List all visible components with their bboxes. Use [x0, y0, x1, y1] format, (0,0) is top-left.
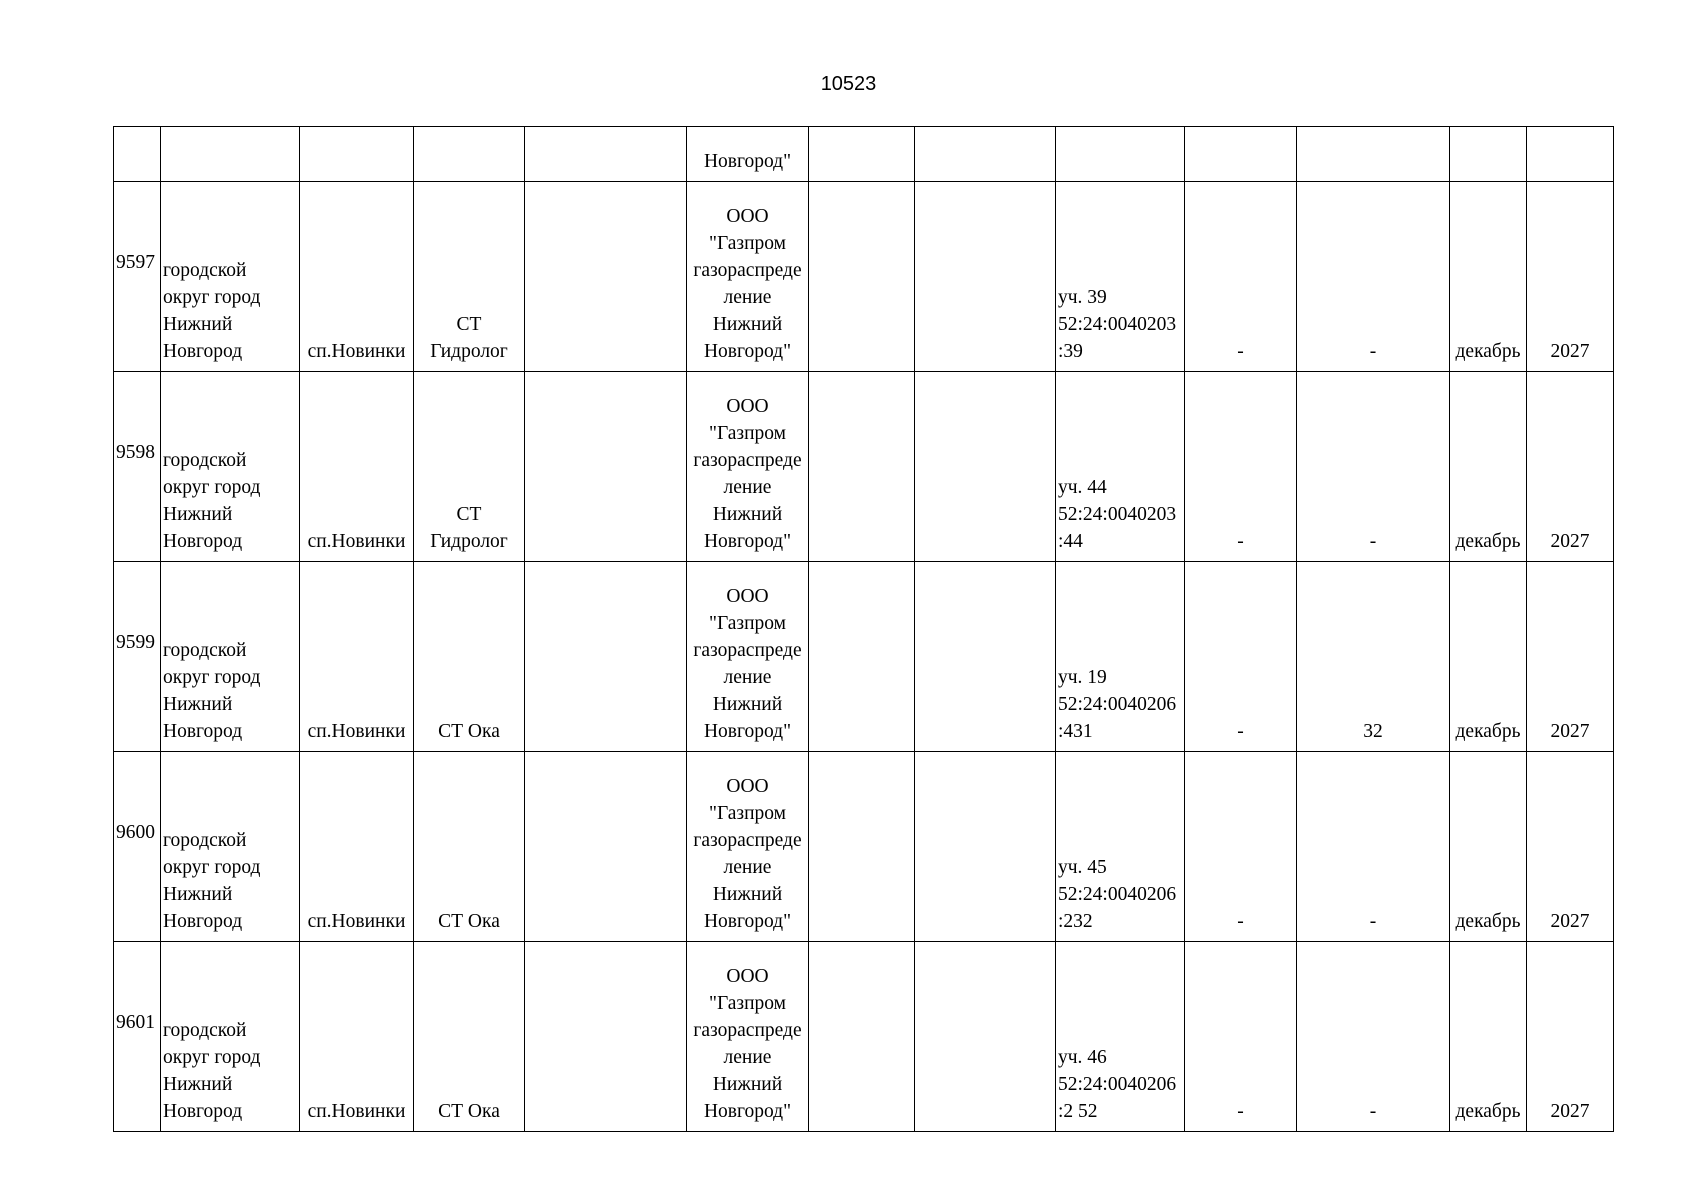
cell-row-number: [114, 942, 161, 1132]
cell-organization-continued: Новгород": [687, 127, 809, 182]
cell-place-line: СТ: [456, 314, 482, 335]
cell-parcel-line: уч. 39: [1058, 287, 1107, 308]
cell-empty: [525, 182, 687, 372]
cell-parcel-line: 52:24:0040206: [1058, 1074, 1177, 1095]
cell-settlement: сп.Новинки: [300, 752, 414, 942]
cell-place: [414, 752, 525, 942]
cell-district-line: городской: [163, 640, 247, 661]
cell-place-line: Гидролог: [430, 341, 508, 362]
cell-empty: [915, 752, 1056, 942]
table-row: [114, 562, 1614, 752]
cell-month: декабрь: [1450, 752, 1527, 942]
cell-empty: [114, 127, 161, 182]
cell-organization-line: Новгород": [703, 1101, 792, 1122]
cell-district-line: Новгород: [163, 1101, 243, 1122]
cell-district-line: Нижний: [163, 694, 233, 715]
cell-settlement: сп.Новинки: [300, 182, 414, 372]
cell-empty: [1527, 127, 1614, 182]
cell-parcel-line: :232: [1058, 911, 1093, 932]
cell-organization-line: "Газпром: [708, 613, 786, 634]
cell-district-line: городской: [163, 260, 247, 281]
cell-parcel-line: 52:24:0040203: [1058, 314, 1177, 335]
cell-empty: [1056, 127, 1185, 182]
cell-col10: 32: [1297, 562, 1450, 752]
cell-empty: [915, 942, 1056, 1132]
cell-district: [161, 752, 300, 942]
cell-organization-line: ление: [723, 287, 772, 308]
cell-organization-line: ление: [723, 857, 772, 878]
cell-district-line: Новгород: [163, 531, 243, 552]
cell-parcel-line: :39: [1058, 341, 1083, 362]
cell-district-line: Новгород: [163, 911, 243, 932]
cell-parcel: [1056, 562, 1185, 752]
cell-empty: [809, 182, 915, 372]
cell-empty: [915, 372, 1056, 562]
cell-parcel-line: 52:24:0040206: [1058, 694, 1177, 715]
cell-empty: [809, 562, 915, 752]
cell-organization-line: Новгород": [703, 341, 792, 362]
cell-organization-line: "Газпром: [708, 993, 786, 1014]
cell-parcel: [1056, 372, 1185, 562]
cell-place-line: СТ Ока: [438, 911, 500, 932]
cell-district-line: округ город: [163, 667, 261, 688]
cell-place-line: СТ Ока: [438, 1101, 500, 1122]
gas-connection-table: [113, 126, 1614, 1132]
cell-district-line: Нижний: [163, 504, 233, 525]
cell-empty: [525, 942, 687, 1132]
table-row: [114, 752, 1614, 942]
cell-empty: [525, 127, 687, 182]
cell-parcel-line: :2 52: [1058, 1101, 1098, 1122]
cell-district: [161, 562, 300, 752]
cell-place: [414, 942, 525, 1132]
cell-organization-line: "Газпром: [708, 233, 786, 254]
cell-col9: -: [1185, 372, 1297, 562]
cell-col10: -: [1297, 372, 1450, 562]
cell-organization-line: Нижний: [712, 884, 783, 905]
cell-row-number: [114, 372, 161, 562]
cell-parcel-line: уч. 44: [1058, 477, 1107, 498]
cell-empty: [915, 562, 1056, 752]
continuation-row: [114, 127, 1614, 182]
cell-organization-line: ООО: [726, 966, 769, 987]
cell-row-number: [114, 752, 161, 942]
cell-organization-line: Нижний: [712, 1074, 783, 1095]
cell-empty: [525, 562, 687, 752]
cell-empty: [1297, 127, 1450, 182]
cell-month: декабрь: [1450, 942, 1527, 1132]
cell-col9: -: [1185, 182, 1297, 372]
cell-organization-line: ООО: [726, 586, 769, 607]
cell-year: 2027: [1527, 942, 1614, 1132]
cell-empty: [1185, 127, 1297, 182]
cell-year: 2027: [1527, 182, 1614, 372]
cell-organization: [687, 752, 809, 942]
cell-organization-line: ление: [723, 477, 772, 498]
cell-organization-line: "Газпром: [708, 803, 786, 824]
cell-row-number: [114, 182, 161, 372]
cell-place-line: СТ Ока: [438, 721, 500, 742]
cell-col10: -: [1297, 182, 1450, 372]
row-number: 9597: [116, 252, 155, 273]
cell-organization: [687, 372, 809, 562]
cell-district-line: Нижний: [163, 314, 233, 335]
cell-parcel-line: уч. 19: [1058, 667, 1107, 688]
cell-parcel-line: :431: [1058, 721, 1093, 742]
cell-organization-line: ление: [723, 667, 772, 688]
cell-district-line: округ город: [163, 477, 261, 498]
cell-row-number: [114, 562, 161, 752]
cell-col9: -: [1185, 752, 1297, 942]
cell-empty: [915, 127, 1056, 182]
cell-parcel-line: 52:24:0040203: [1058, 504, 1177, 525]
cell-organization-line: газораспреде: [693, 1020, 802, 1041]
cell-organization-line: газораспреде: [693, 260, 802, 281]
cell-empty: [161, 127, 300, 182]
cell-district: [161, 182, 300, 372]
cell-organization-line: Новгород": [703, 721, 792, 742]
cell-organization-line: газораспреде: [693, 640, 802, 661]
cell-district-line: округ город: [163, 287, 261, 308]
cell-place: [414, 372, 525, 562]
cell-organization-line: Новгород": [703, 531, 792, 552]
cell-district-line: городской: [163, 1020, 247, 1041]
cell-empty: [414, 127, 525, 182]
cell-parcel-line: уч. 46: [1058, 1047, 1107, 1068]
cell-organization: [687, 182, 809, 372]
cell-district-line: Новгород: [163, 341, 243, 362]
cell-place-line: СТ: [456, 504, 482, 525]
cell-parcel: [1056, 752, 1185, 942]
cell-place: [414, 182, 525, 372]
cell-organization-line: "Газпром: [708, 423, 786, 444]
cell-district: [161, 942, 300, 1132]
cell-organization: [687, 562, 809, 752]
page-number: 10523: [820, 73, 877, 95]
cell-district-line: городской: [163, 830, 247, 851]
cell-organization-line: ООО: [726, 396, 769, 417]
cell-settlement: сп.Новинки: [300, 942, 414, 1132]
cell-col9: -: [1185, 942, 1297, 1132]
cell-year: 2027: [1527, 372, 1614, 562]
cell-organization-line: ООО: [726, 776, 769, 797]
cell-district-line: Нижний: [163, 1074, 233, 1095]
row-number: 9600: [116, 822, 155, 843]
cell-settlement: сп.Новинки: [300, 562, 414, 752]
cell-district-line: Новгород: [163, 721, 243, 742]
cell-district-line: Нижний: [163, 884, 233, 905]
cell-month: декабрь: [1450, 562, 1527, 752]
cell-organization: [687, 942, 809, 1132]
cell-empty: [915, 182, 1056, 372]
table-body: [114, 127, 1614, 1132]
cell-organization-line: Нижний: [712, 504, 783, 525]
table-row: [114, 182, 1614, 372]
cell-empty: [525, 752, 687, 942]
cell-parcel-line: :44: [1058, 531, 1083, 552]
cell-empty: [809, 752, 915, 942]
cell-month: декабрь: [1450, 372, 1527, 562]
cell-district-line: округ город: [163, 857, 261, 878]
table-row: [114, 372, 1614, 562]
cell-organization-line: газораспреде: [693, 450, 802, 471]
cell-empty: [1450, 127, 1527, 182]
cell-settlement: сп.Новинки: [300, 372, 414, 562]
cell-empty: [809, 942, 915, 1132]
cell-organization-line: газораспреде: [693, 830, 802, 851]
cell-district-line: городской: [163, 450, 247, 471]
cell-month: декабрь: [1450, 182, 1527, 372]
cell-col10: -: [1297, 752, 1450, 942]
cell-place-line: Гидролог: [430, 531, 508, 552]
cell-parcel-line: 52:24:0040206: [1058, 884, 1177, 905]
cell-district-line: округ город: [163, 1047, 261, 1068]
cell-organization-line: ООО: [726, 206, 769, 227]
cell-empty: [525, 372, 687, 562]
cell-organization-line: Новгород": [703, 911, 792, 932]
cell-parcel: [1056, 182, 1185, 372]
cell-parcel: [1056, 942, 1185, 1132]
cell-organization-line: Нижний: [712, 314, 783, 335]
table-row: [114, 942, 1614, 1132]
cell-empty: [809, 127, 915, 182]
cell-col10: -: [1297, 942, 1450, 1132]
row-number: 9601: [116, 1012, 155, 1033]
cell-col9: -: [1185, 562, 1297, 752]
cell-empty: [809, 372, 915, 562]
cell-year: 2027: [1527, 752, 1614, 942]
cell-organization-line: Нижний: [712, 694, 783, 715]
cell-year: 2027: [1527, 562, 1614, 752]
cell-empty: [300, 127, 414, 182]
row-number: 9598: [116, 442, 155, 463]
cell-district: [161, 372, 300, 562]
row-number: 9599: [116, 632, 155, 653]
cell-organization-line: ление: [723, 1047, 772, 1068]
cell-place: [414, 562, 525, 752]
cell-parcel-line: уч. 45: [1058, 857, 1107, 878]
